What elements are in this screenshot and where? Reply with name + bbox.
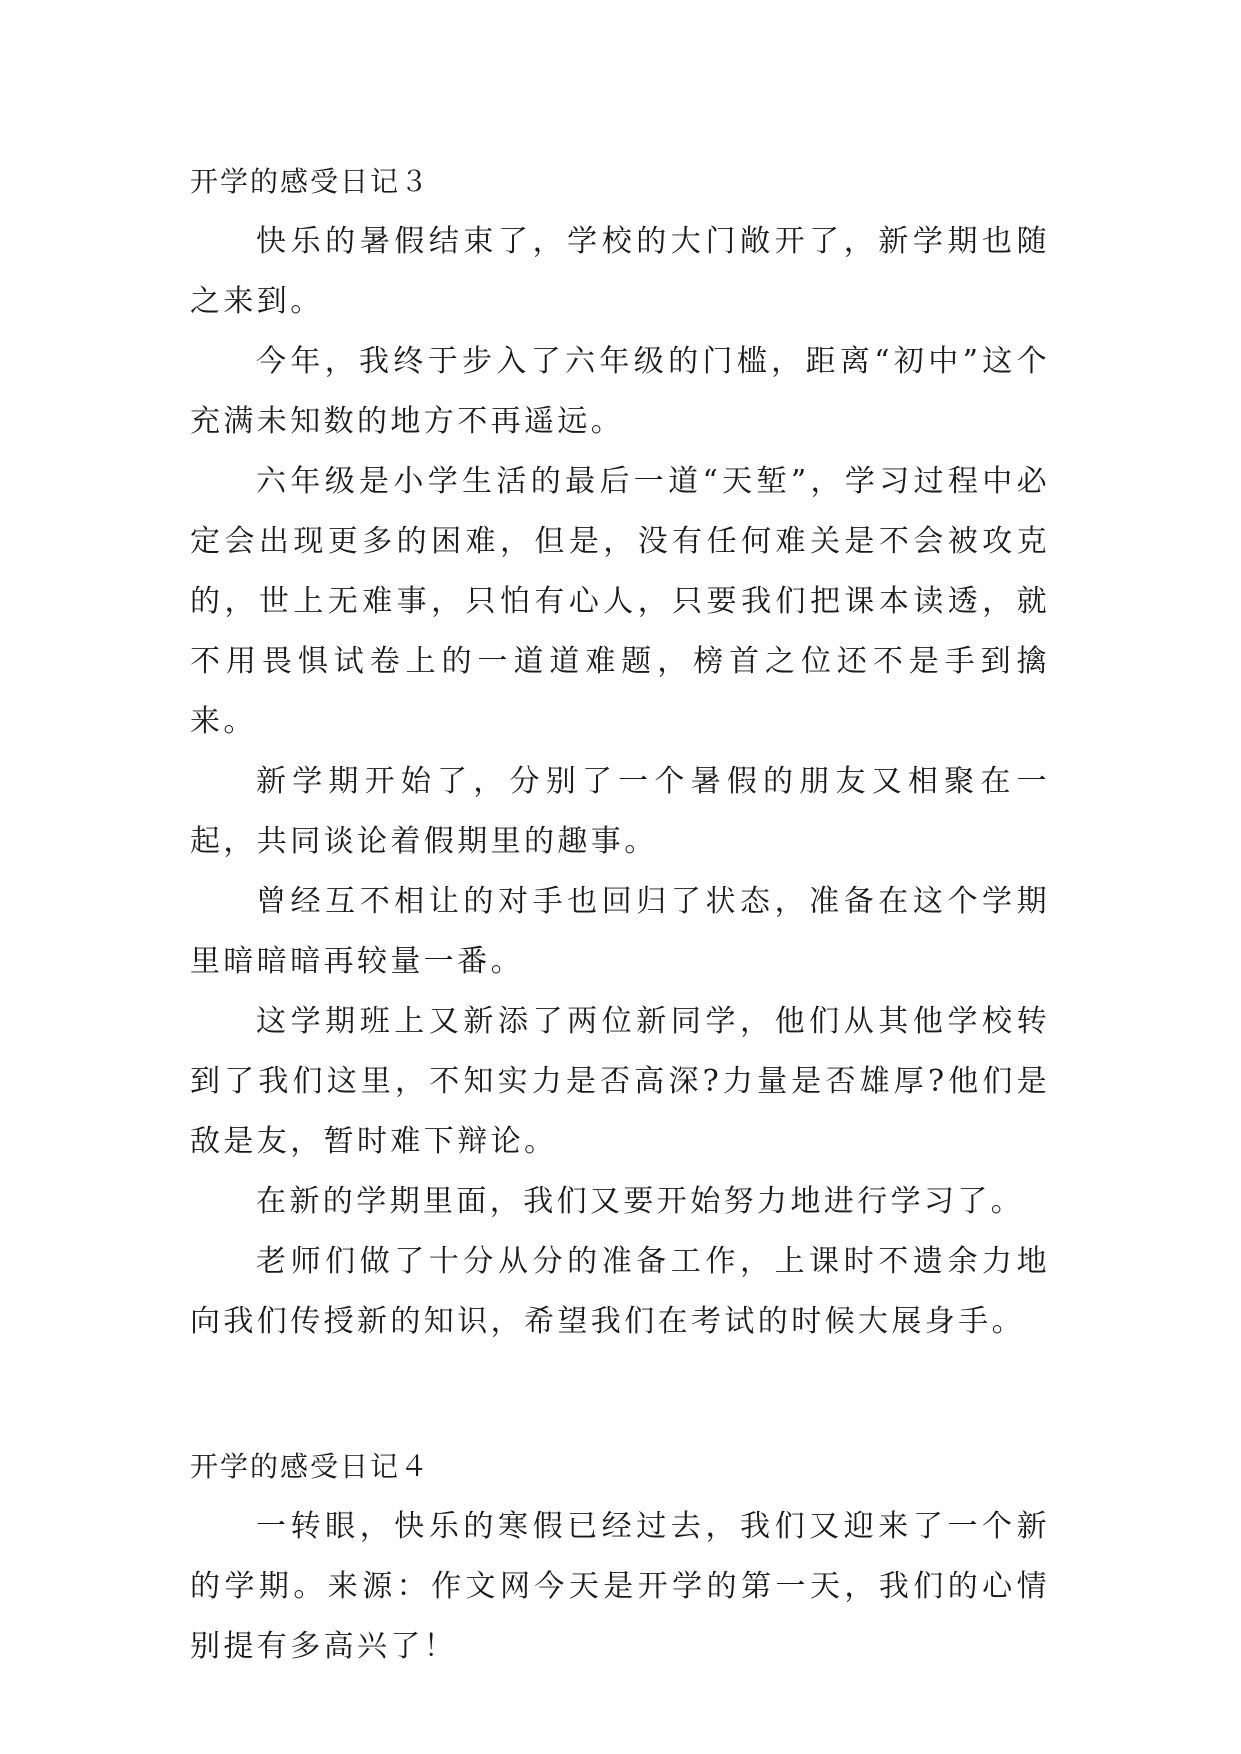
paragraph: 六年级是小学生活的最后一道“天堑”，学习过程中必定会出现更多的困难，但是，没有任何难关是不会被攻克的，世上无难事，只怕有心人，只要我们把课本读透，就不用畏惧试卷上的一道道难题，榜首之位还不是手到擒来。 <box>190 464 1050 739</box>
paragraph: 这学期班上又新添了两位新同学，他们从其他学校转到了我们这里，不知实力是否高深?力量是否雄厚?他们是敌是友，暂时难下辩论。 <box>190 1004 1050 1159</box>
paragraph: 今年，我终于步入了六年级的门槛，距离“初中”这个充满未知数的地方不再遥远。 <box>190 344 1050 439</box>
paragraph: 新学期开始了，分别了一个暑假的朋友又相聚在一起，共同谈论着假期里的趣事。 <box>190 764 1050 859</box>
document-body <box>190 152 1050 1677</box>
paragraph: 在新的学期里面，我们又要开始努力地进行学习了。 <box>256 1184 1025 1219</box>
section-title: 开学的感受日记４ <box>190 1450 431 1483</box>
section-spacer <box>190 1352 1050 1437</box>
section-title: 开学的感受日记３ <box>190 165 431 198</box>
paragraph: 曾经互不相让的对手也回归了状态，准备在这个学期里暗暗暗再较量一番。 <box>190 884 1050 979</box>
paragraph: 快乐的暑假结束了，学校的大门敞开了，新学期也随之来到。 <box>190 224 1050 319</box>
paragraph: 一转眼，快乐的寒假已经过去，我们又迎来了一个新的学期。来源：作文网今天是开学的第一天，我们的心情别提有多高兴了！ <box>190 1509 1050 1664</box>
paragraph: 老师们做了十分从分的准备工作，上课时不遗余力地向我们传授新的知识，希望我们在考试的时候大展身手。 <box>190 1244 1050 1339</box>
